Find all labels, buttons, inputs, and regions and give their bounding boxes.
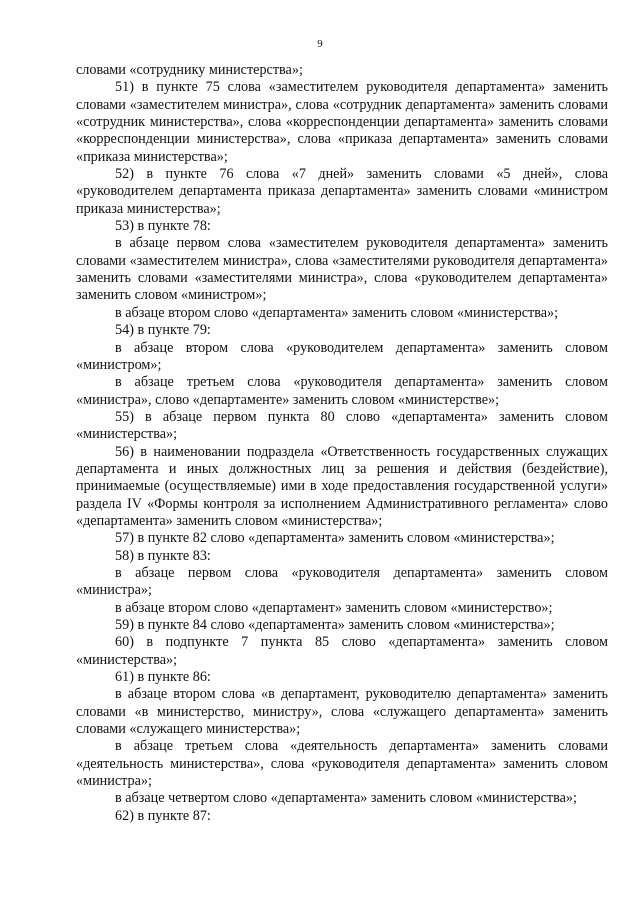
- paragraph-item-53: 53) в пункте 78:: [115, 218, 211, 235]
- document-body: [76, 62, 608, 825]
- paragraph-item-51: 51) в пункте 75 слова «заместителем руководителя департамента» заменить словами «заместителем министра», слова «сотрудник департамента» заменить словами «сотрудник министерства», слова «корреспонденции департамента» заменить словами «корреспонденции министерства», слова «приказа департамента» заменить словами «приказа министерства»;: [76, 79, 608, 165]
- paragraph-item-54: 54) в пункте 79:: [115, 322, 211, 339]
- paragraph-item-57: 57) в пункте 82 слово «департамента» заменить словом «министерства»;: [115, 530, 555, 547]
- paragraph-item-61-third: в абзаце третьем слова «деятельность департамента» заменить словами «деятельность министерства», слова «руководителя департамента» заменить словом «министра»;: [76, 738, 608, 790]
- paragraph-item-54-third: в абзаце третьем слова «руководителя департамента» заменить словом «министра», слово «департаменте» заменить словом «министерстве»;: [76, 374, 608, 408]
- paragraph-item-61-fourth: в абзаце четвертом слово «департамента» заменить словом «министерства»;: [115, 790, 577, 807]
- paragraph-0: словами «сотруднику министерства»;: [76, 62, 303, 78]
- paragraph-item-53-second: в абзаце втором слово «департамента» заменить словом «министерства»;: [115, 304, 559, 321]
- page-number: 9: [317, 38, 323, 50]
- paragraph-item-60: 60) в подпункте 7 пункта 85 слово «департамента» заменить словом «министерства»;: [76, 634, 608, 668]
- paragraph-item-53-first: в абзаце первом слова «заместителем руководителя департамента» заменить словами «заместителем министра», слова «заместителями руководителя департамента» заменить словами «заместителями министра», слова «руководителем департамента» заменить словом «министром»;: [76, 235, 608, 304]
- paragraph-item-61: 61) в пункте 86:: [115, 669, 211, 686]
- paragraph-item-56: 56) в наименовании подраздела «Ответственность государственных служащих департамента и иных должностных лиц за решения и действия (бездействие), принимаемые (осуществляемые) ими в ходе предоставления государственной услуги» раздела IV «Формы контроля за исполнением Административного регламента» слово «департамента» заменить словом «министерства»;: [76, 443, 608, 529]
- paragraph-item-52: 52) в пункте 76 слова «7 дней» заменить словами «5 дней», слова «руководителем департамента приказа департамента» заменить словами «министром приказа министерства»;: [76, 166, 608, 217]
- paragraph-item-59: 59) в пункте 84 слово «департамента» заменить словом «министерства»;: [115, 617, 555, 633]
- paragraph-item-62: 62) в пункте 87:: [115, 807, 211, 824]
- paragraph-item-61-second: в абзаце втором слова «в департамент, руководителю департамента» заменить словами «в министерство, министру», слова «служащего департамента» заменить словами «служащего министерства»;: [76, 686, 608, 738]
- paragraph-item-55: 55) в абзаце первом пункта 80 слово «департамента» заменить словом «министерства»;: [76, 408, 608, 443]
- paragraph-item-58-first: в абзаце первом слова «руководителя департамента» заменить словом «министра»;: [76, 564, 608, 599]
- paragraph-item-54-second: в абзаце втором слова «руководителем департамента» заменить словом «министром»;: [76, 339, 608, 373]
- paragraph-item-58: 58) в пункте 83:: [115, 547, 211, 564]
- paragraph-item-58-second: в абзаце втором слово «департамент» заменить словом «министерство»;: [115, 599, 553, 616]
